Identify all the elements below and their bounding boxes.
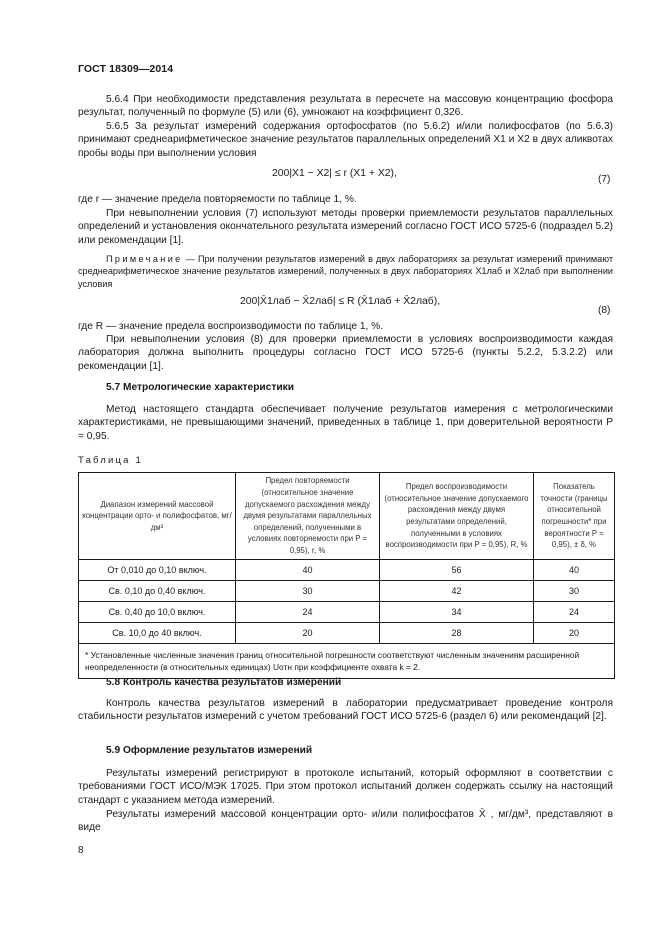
- table-cell: Св. 0,40 до 10,0 включ.: [79, 602, 236, 623]
- equation-number-7: (7): [598, 174, 611, 185]
- paragraph-5-8: Контроль качества результатов измерений в лаборатории предусматривает проведение контроля стабильности результатов измерений с учетом требований ГОСТ ИСО 5725-6 (раздел 6) или рекомендаций [2].: [78, 698, 613, 723]
- table-cell: 20: [236, 623, 380, 644]
- table-cell: 40: [534, 560, 615, 581]
- paragraph-5-6-5: 5.6.5 За результат измерений содержания ортофосфатов (по 5.6.2) и/или полифосфатов (по 5.6.3) принимают среднеарифметическое значение результатов параллельных определений X1 и X2 в двух аликвотах пробы воды при выполнении условия: [78, 121, 613, 159]
- table-cell: 42: [380, 581, 534, 602]
- note: [78, 253, 613, 290]
- table-cell: 34: [380, 602, 534, 623]
- table-header-cell: Диапазон измерений массовой концентрации орто- и полифосфатов, мг/дм³: [79, 473, 236, 560]
- table-header-cell: Предел повторяемости (относительное значение допускаемого расхождения между двумя результатами параллельных определений, полученными в условиях повторяемости при P = 0,95), r, %: [236, 473, 380, 560]
- table-header-cell: Показатель точности (границы относительной погрешности* при вероятности P = 0,95), ± δ, %: [534, 473, 615, 560]
- table-cell: Св. 10,0 до 40 включ.: [79, 623, 236, 644]
- section-5-8-heading: 5.8 Контроль качества результатов измерений: [106, 677, 342, 688]
- section-5-7-heading: 5.7 Метрологические характеристики: [106, 382, 294, 393]
- paragraph-5-9-a: Результаты измерений регистрируют в протоколе испытаний, который оформляют в соответствии с требованиями ГОСТ ИСО/МЭК 17025. При этом протокол испытаний должен содержать ссылку на настоящий стандарт с указанием метода измерений.: [78, 768, 613, 806]
- formula-8: 200|X̄1лаб − X̄2лаб| ≤ R (X̄1лаб + X̄2лаб),: [240, 296, 441, 307]
- paragraph-condition-8-fail: При невыполнении условия (8) для проверки приемлемости в условиях воспроизводимости каждая лаборатория должна выполнить процедуры согласно ГОСТ ИСО 5725-6 (пункты 5.2.2, 5.3.2.2) или рекомендации [1].: [78, 334, 613, 372]
- table-cell: 30: [236, 581, 380, 602]
- table-cell: 30: [534, 581, 615, 602]
- where-r-text: где r — значение предела повторяемости по таблице 1, %.: [78, 194, 357, 205]
- table-cell: 56: [380, 560, 534, 581]
- table-row: [79, 560, 615, 581]
- table-header-cell: Предел воспроизводимости (относительное значение допускаемого расхождения между двумя результатами определений, полученными в условиях воспроизводимости при P = 0,95), R, %: [380, 473, 534, 560]
- paragraph-5-7: Метод настоящего стандарта обеспечивает получение результатов измерения с метрологическими характеристиками, не превышающими значений, приведенных в таблице 1, при доверительной вероятности P = 0,95.: [78, 404, 613, 442]
- table-row: [79, 602, 615, 623]
- table-cell: 20: [534, 623, 615, 644]
- table-cell: 24: [534, 602, 615, 623]
- table-row: [79, 581, 615, 602]
- table-footnote: * Установленные численные значения границ относительной погрешности соответствуют численным значениям расширенной неопределенности (в относительных единицах) Uотн при коэффициенте охвата k = 2.: [79, 644, 615, 679]
- table-caption: Таблица 1: [78, 455, 143, 466]
- paragraph-5-6-4: 5.6.4 При необходимости представления результата в пересчете на массовую концентрацию фосфора результат, полученный по формуле (5) или (6), умножают на коэффициент 0,326.: [78, 94, 613, 119]
- paragraph-condition-7-fail: При невыполнении условия (7) используют методы проверки приемлемости результатов параллельных определений и установления окончательного результата измерений согласно ГОСТ ИСО 5725-6 (подраздел 5.2) или рекомендации [1].: [78, 208, 613, 246]
- paragraph-5-9-b: Результаты измерений массовой концентрации орто- и/или полифосфатов X̄ , мг/дм³, представляют в виде: [78, 809, 613, 834]
- table-cell: 24: [236, 602, 380, 623]
- table-cell: От 0,010 до 0,10 включ.: [79, 560, 236, 581]
- where-R-text: где R — значение предела воспроизводимости по таблице 1, %.: [78, 321, 384, 332]
- page-number: 8: [78, 845, 84, 856]
- table-row: [79, 623, 615, 644]
- table-cell: 28: [380, 623, 534, 644]
- table-header-row: [79, 473, 615, 560]
- table-cell: 40: [236, 560, 380, 581]
- table-footnote-row: [79, 644, 615, 679]
- formula-7: 200|X1 − X2| ≤ r (X1 + X2),: [272, 168, 397, 179]
- metrology-table: [78, 472, 615, 679]
- section-5-9-heading: 5.9 Оформление результатов измерений: [106, 745, 313, 756]
- note-label: Примечание: [106, 254, 183, 264]
- equation-number-8: (8): [598, 305, 611, 316]
- note-text: — При получении результатов измерений в двух лабораториях за результат измерений принимают среднеарифметическое значение результатов измерений, полученных в двух лабораториях X1лаб и X2лаб при выполнении условия: [78, 254, 613, 289]
- document-header: ГОСТ 18309—2014: [78, 63, 174, 75]
- table-cell: Св. 0,10 до 0,40 включ.: [79, 581, 236, 602]
